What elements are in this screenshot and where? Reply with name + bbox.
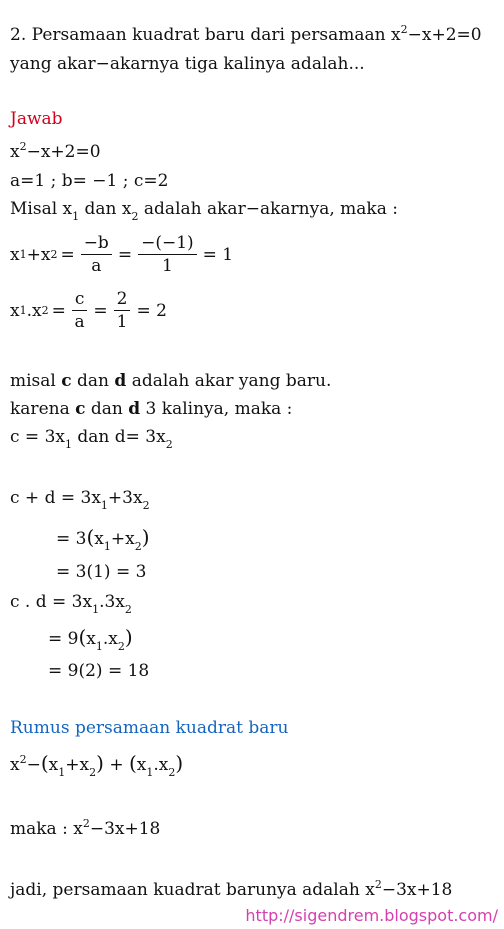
new-roots-line: misal c dan d adalah akar yang baru. bbox=[10, 371, 332, 391]
product-new-roots-line: c . $d = 3x_1.3x_2$ bbox=[10, 592, 132, 616]
question-line-1: 2. Persamaan kuadrat baru dari persamaan $x^2-x+2=0$ bbox=[10, 23, 482, 45]
product-roots-line: x 1 .x 2 = $\frac{c}{a}$ = $\frac{2}{1}$ = 2 bbox=[10, 289, 167, 332]
sum-roots-line: x 1 +x 2 = $\frac{-b}{a}$ = $\frac{-(-1)}{1}$ = 1 bbox=[10, 233, 234, 276]
misal-line: Misal $x_1$ dan $x_2$ adalah akar−akarnya, maka : bbox=[10, 199, 398, 223]
sum-new-roots-step-2: = $3(x_1+x_2)$ bbox=[56, 525, 150, 553]
conclusion-line: jadi, persamaan kuadrat barunya adalah $x^2-3x+18$ bbox=[10, 878, 453, 900]
blog-url-watermark: http://sigendrem.blogspot.com/ bbox=[245, 906, 498, 925]
cd-definition-line: $c = 3x_1$ dan $d= 3x_2$ bbox=[10, 427, 173, 451]
fraction: $\frac{c}{a}$ bbox=[72, 288, 88, 333]
equation-line: $x^2-x+2=0$ bbox=[10, 140, 101, 162]
answer-heading: Jawab bbox=[10, 109, 63, 129]
coefficients-line: a=1 ; b= −1 ; c=2 bbox=[10, 171, 169, 191]
sum-new-roots-line: $c + d = 3x_1+3x_2$ bbox=[10, 488, 150, 512]
question-number: 2. bbox=[10, 25, 27, 45]
product-new-roots-step-3: = 9(2) = 18 bbox=[48, 661, 150, 681]
question-text: Persamaan kuadrat baru dari persamaan x bbox=[31, 25, 401, 45]
sum-new-roots-step-3: = 3(1) = 3 bbox=[56, 562, 147, 582]
fraction: $\frac{-(-1)}{1}$ bbox=[138, 232, 197, 277]
fraction: $\frac{-b}{a}$ bbox=[81, 232, 112, 277]
question-line-2: yang akar−akarnya tiga kalinya adalah... bbox=[10, 54, 365, 74]
fraction: $\frac{2}{1}$ bbox=[114, 288, 131, 333]
because-line: karena c dan d 3 kalinya, maka : bbox=[10, 399, 293, 419]
formula-line: $x^2-(x_1+x_2) + (x_1.x_2)$ bbox=[10, 751, 184, 779]
result-line: maka : $x^2-3x+18$ bbox=[10, 817, 161, 839]
formula-heading: Rumus persamaan kuadrat baru bbox=[10, 718, 289, 738]
product-new-roots-step-2: = $9(x_1.x_2)$ bbox=[48, 625, 133, 653]
